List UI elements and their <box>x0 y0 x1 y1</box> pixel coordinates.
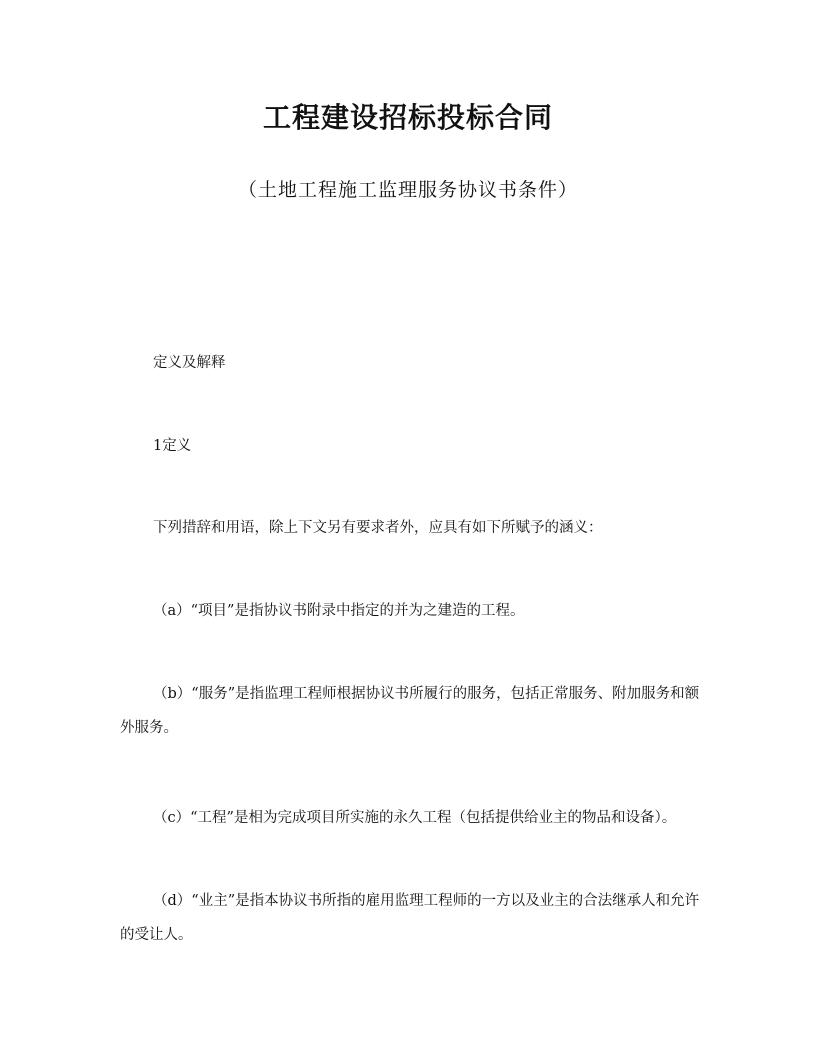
section-heading: 定义及解释 <box>153 355 226 371</box>
document-subtitle: （土地工程施工监理服务协议书条件） <box>237 179 578 201</box>
definition-c: （c）“工程”是相为完成项目所实施的永久工程（包括提供给业主的物品和设备）。 <box>153 810 677 826</box>
definition-d: （d）“业主”是指本协议书所指的雇用监理工程师的一方以及业主的合法继承人和允许的受让人。 <box>120 893 700 943</box>
clause-heading: 1定义 <box>153 438 192 454</box>
document-title: 工程建设招标投标合同 <box>262 101 553 134</box>
definition-b: （b）“服务”是指监理工程师根据协议书所履行的服务，包括正常服务、附加服务和额外服务。 <box>120 686 700 736</box>
paragraph-intro: 下列措辞和用语，除上下文另有要求者外，应具有如下所赋予的涵义： <box>153 520 603 536</box>
definition-a: （a）“项目”是指协议书附录中指定的并为之建造的工程。 <box>153 603 525 619</box>
